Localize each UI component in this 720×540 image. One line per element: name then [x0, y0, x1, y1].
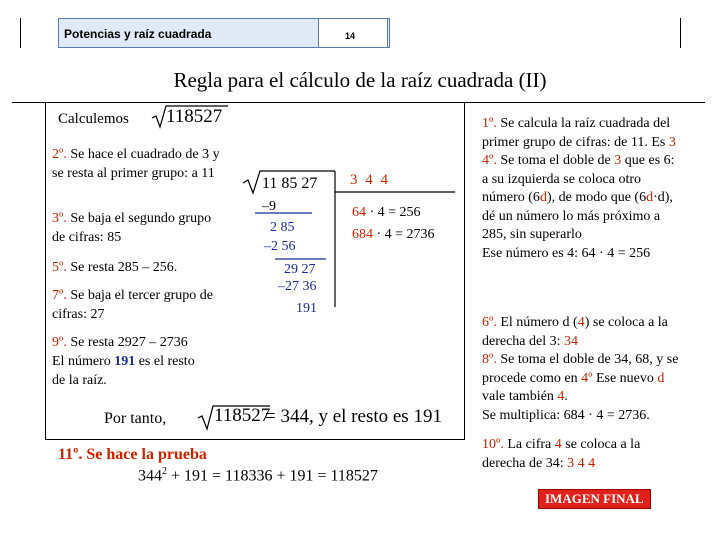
header-page-number: 14 — [345, 31, 356, 41]
highlight: d — [646, 190, 654, 205]
proof-exponent: 2 — [162, 466, 167, 477]
division-minus-2736: –27 36 — [278, 279, 317, 294]
step-text: Se baja el segundo grupo de cifras: 85 — [52, 211, 212, 245]
step-num: 8º. — [482, 352, 497, 367]
conclusion-result: = 344, y el resto es 191 — [265, 406, 442, 427]
step-text: Se hace el cuadrado de 3 y se resta al primer grupo: a 11 — [52, 147, 220, 181]
highlight: d — [657, 370, 665, 386]
product-2-rest: · 4 = 2736 — [373, 227, 435, 242]
right-step-10 — [482, 436, 682, 473]
header-title: Potencias y raíz cuadrada — [64, 27, 212, 41]
division-2927: 29 27 — [284, 262, 316, 277]
step-text: Se calcula la raíz cuadrada del primer grupo de cifras: de 11. Es — [482, 116, 671, 150]
highlight: 34 — [564, 333, 579, 349]
step-9-value: 191 — [114, 354, 136, 369]
step-num: 4º. — [482, 153, 497, 168]
final-image-button[interactable]: IMAGEN FINAL — [538, 489, 651, 509]
step-text: Se toma el doble de — [496, 153, 615, 168]
proof-equation — [138, 466, 378, 485]
calc-label: Calculemos — [58, 111, 129, 127]
highlight: 3 — [668, 134, 676, 150]
step-5 — [52, 258, 224, 277]
step-text: se coloca a la derecha de 34: — [482, 437, 641, 471]
division-remainder: 191 — [296, 301, 317, 316]
step-text: ·d), dé un número lo más próximo a 285, sin superarlo — [482, 190, 673, 242]
step-text: Ese nuevo — [592, 370, 658, 386]
step-text: El número d ( — [496, 315, 578, 330]
step-text: Se multiplica: 684 · 4 = 2736. — [482, 407, 650, 423]
division-285: 2 85 — [270, 220, 295, 235]
division-product-2 — [352, 227, 435, 243]
step-num: 1º. — [482, 116, 497, 131]
step-9 — [52, 333, 202, 390]
division-minus-9: –9 — [262, 199, 276, 214]
step-text: . — [564, 389, 568, 404]
step-text: Se baja el tercer grupo de cifras: 27 — [52, 288, 213, 322]
highlight: 4 — [557, 389, 565, 404]
step-text-tail: es el resto de la raíz. — [52, 354, 195, 388]
page-title: Regla para el cálculo de la raíz cuadrada (II) — [173, 68, 547, 92]
step-num: 5º. — [52, 260, 67, 275]
proof-base: 344 — [138, 467, 162, 485]
step-text: Se resta 2927 – 2736 El número — [52, 335, 188, 369]
calc-radicand: 118527 — [166, 106, 223, 127]
highlight: 3 4 4 — [567, 455, 596, 471]
product-2-factor: 684 — [352, 227, 373, 242]
conclusion-radicand: 118527 — [214, 405, 271, 426]
step-3 — [52, 209, 224, 247]
right-step-1 — [482, 115, 682, 263]
step-text: ) se coloca a la derecha del 3: — [482, 315, 668, 349]
highlight: 4 — [554, 437, 562, 452]
product-1-factor: 64 — [352, 205, 366, 220]
division-radicand: 11 85 27 — [262, 175, 318, 192]
step-num: 10º. — [482, 437, 504, 452]
highlight: 4º — [581, 370, 593, 386]
frame-left-edge — [20, 18, 59, 48]
step-text: Ese número es 4: 64 · 4 = 256 — [482, 245, 651, 261]
step-num: 7º. — [52, 288, 67, 303]
highlight: 3 — [614, 153, 622, 168]
division-product-1 — [352, 205, 421, 221]
step-text: vale también — [482, 389, 558, 404]
step-text: La cifra — [503, 437, 555, 452]
division-root: 3 4 4 — [350, 172, 390, 188]
step-text: que es 6: a su izquierda se coloca otro número (6 — [482, 153, 675, 205]
step-7 — [52, 286, 224, 324]
step-num: 9º. — [52, 335, 67, 350]
conclusion-lead: Por tanto, — [104, 410, 167, 427]
step-num: 6º. — [482, 315, 497, 330]
step-text: Se toma el doble de 34, 68, y se procede como en — [482, 352, 679, 386]
division-minus-256: –2 56 — [264, 239, 296, 254]
step-num: 3º. — [52, 211, 67, 226]
step-2 — [52, 145, 224, 183]
product-1-rest: · 4 = 256 — [366, 205, 421, 220]
proof-rest: + 191 = 118336 + 191 = 118527 — [167, 467, 378, 485]
highlight: 4 — [577, 315, 585, 330]
right-step-6 — [482, 314, 682, 425]
frame-right-edge — [680, 18, 683, 48]
step-num: 2º. — [52, 147, 67, 162]
step-text: Se resta 285 – 256. — [66, 260, 178, 275]
highlight: d — [539, 190, 547, 205]
proof-title: 11º. Se hace la prueba — [58, 446, 207, 463]
step-text: ), de modo que (6 — [546, 190, 647, 205]
